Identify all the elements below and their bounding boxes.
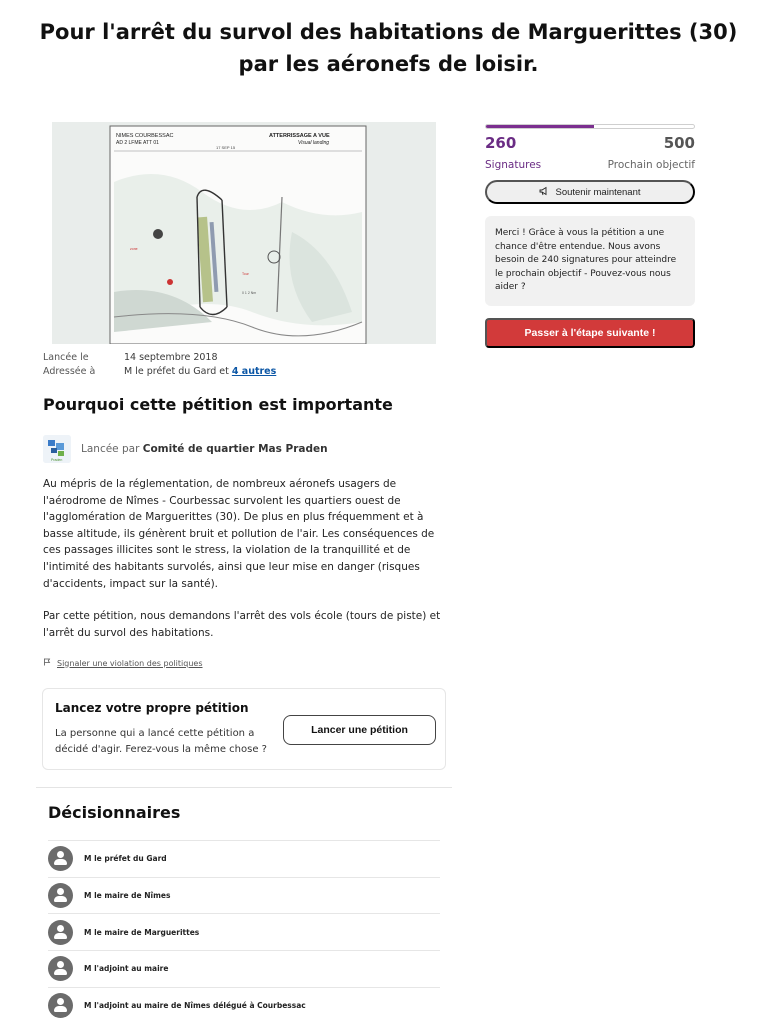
- description-paragraph-1: Au mépris de la réglementation, de nombreux aéronefs usagers de l'aérodrome de Nîmes - Courbessac survolent les quartiers ouest de l'agglomération de Marguerittes (30). De plus en plus fréquemment et à basse altitude, ils génèrent bruit et pollution de l'air. Les conséquences de ces passages illicites sont le stress, la violation de la tranquillité et de l'intimité des habitants survolés, ainsi que leur mise en danger (risques d'accidents, impact sur la santé).: [43, 478, 435, 590]
- decision-maker-item[interactable]: [48, 840, 440, 877]
- description-paragraph-2: Par cette pétition, nous demandons l'arrêt des vols école (tours de piste) et l'arrêt du survol des habitations.: [43, 610, 441, 639]
- starter-prefix: Lancée par: [81, 443, 143, 455]
- decision-maker-name: M le maire de Marguerittes: [84, 927, 200, 937]
- decision-maker-item[interactable]: [48, 913, 440, 950]
- decision-makers-heading: Décisionnaires: [48, 803, 181, 822]
- person-avatar-icon: [48, 920, 73, 945]
- launched-date: 14 septembre 2018: [124, 352, 218, 363]
- map-header-left-1: NIMES COURBESSAC: [116, 133, 174, 139]
- svg-text:Praden: Praden: [51, 458, 63, 462]
- petition-meta: [43, 351, 276, 379]
- petition-title: Pour l'arrêt du survol des habitations de Marguerittes (30) par les aéronefs de loisir.: [39, 20, 738, 76]
- starter-name: Comité de quartier Mas Praden: [142, 443, 328, 455]
- flag-icon: [43, 658, 51, 668]
- decision-maker-item[interactable]: [48, 987, 440, 1024]
- signature-goal: 500: [663, 134, 695, 152]
- person-avatar-icon: [48, 883, 73, 908]
- petition-map-image: [52, 122, 436, 344]
- svg-text:0 1 2 Nm: 0 1 2 Nm: [242, 291, 257, 295]
- start-petition-card: [42, 688, 446, 770]
- petition-starter: [43, 435, 328, 463]
- other-recipients-link[interactable]: 4 autres: [231, 366, 277, 377]
- support-now-button[interactable]: [485, 180, 695, 204]
- map-header-right-1: ATTERRISSAGE A VUE: [269, 133, 330, 139]
- start-petition-title: Lancez votre propre pétition: [55, 701, 249, 715]
- why-heading: Pourquoi cette pétition est importante: [43, 395, 393, 414]
- support-now-label: Soutenir maintenant: [555, 186, 641, 198]
- addressed-recipient: M le préfet du Gard et: [124, 366, 232, 377]
- report-policy-violation[interactable]: [43, 658, 203, 668]
- signature-goal-label: Prochain objectif: [607, 159, 695, 171]
- decision-maker-name: M le maire de Nîmes: [84, 891, 171, 901]
- section-divider: [36, 787, 452, 788]
- decision-maker-item[interactable]: [48, 877, 440, 914]
- addressed-label: Adressée à: [43, 366, 96, 377]
- signature-count-label: Signatures: [485, 159, 542, 171]
- decision-maker-name: M l'adjoint au maire de Nîmes délégué à Courbessac: [84, 1001, 306, 1011]
- launched-label: Lancée le: [43, 352, 89, 363]
- starter-avatar: [43, 435, 71, 463]
- signature-progress-bar: [485, 124, 695, 129]
- map-date: 17 SEP 15: [216, 145, 236, 150]
- svg-text:zone: zone: [130, 247, 138, 251]
- megaphone-icon: [539, 186, 549, 199]
- svg-text:Tour: Tour: [242, 272, 249, 276]
- person-avatar-icon: [48, 993, 73, 1018]
- map-header-right-2: Visual landing: [298, 140, 330, 146]
- petition-description: [43, 476, 448, 657]
- decision-maker-name: M l'adjoint au maire: [84, 964, 169, 974]
- start-petition-description: La personne qui a lancé cette pétition a décidé d'agir. Ferez-vous la même chose ?: [55, 728, 267, 755]
- start-petition-button[interactable]: Lancer une pétition: [283, 715, 436, 745]
- decision-maker-name: M le préfet du Gard: [84, 854, 167, 864]
- report-label[interactable]: Signaler une violation des politiques: [57, 658, 203, 668]
- decision-makers-list: [48, 840, 440, 1023]
- signature-count: 260: [485, 134, 517, 152]
- signature-progress-fill: [486, 125, 594, 128]
- decision-maker-item[interactable]: [48, 950, 440, 987]
- person-avatar-icon: [48, 956, 73, 981]
- map-header-left-2: AD 2 LFME ATT 01: [116, 140, 159, 146]
- thanks-message: Merci ! Grâce à vous la pétition a une chance d'être entendue. Nous avons besoin de 240 signatures pour atteindre le prochain objectif - Pouvez-vous nous aider ?: [485, 216, 695, 306]
- next-step-button[interactable]: Passer à l'étape suivante !: [485, 318, 695, 348]
- person-avatar-icon: [48, 846, 73, 871]
